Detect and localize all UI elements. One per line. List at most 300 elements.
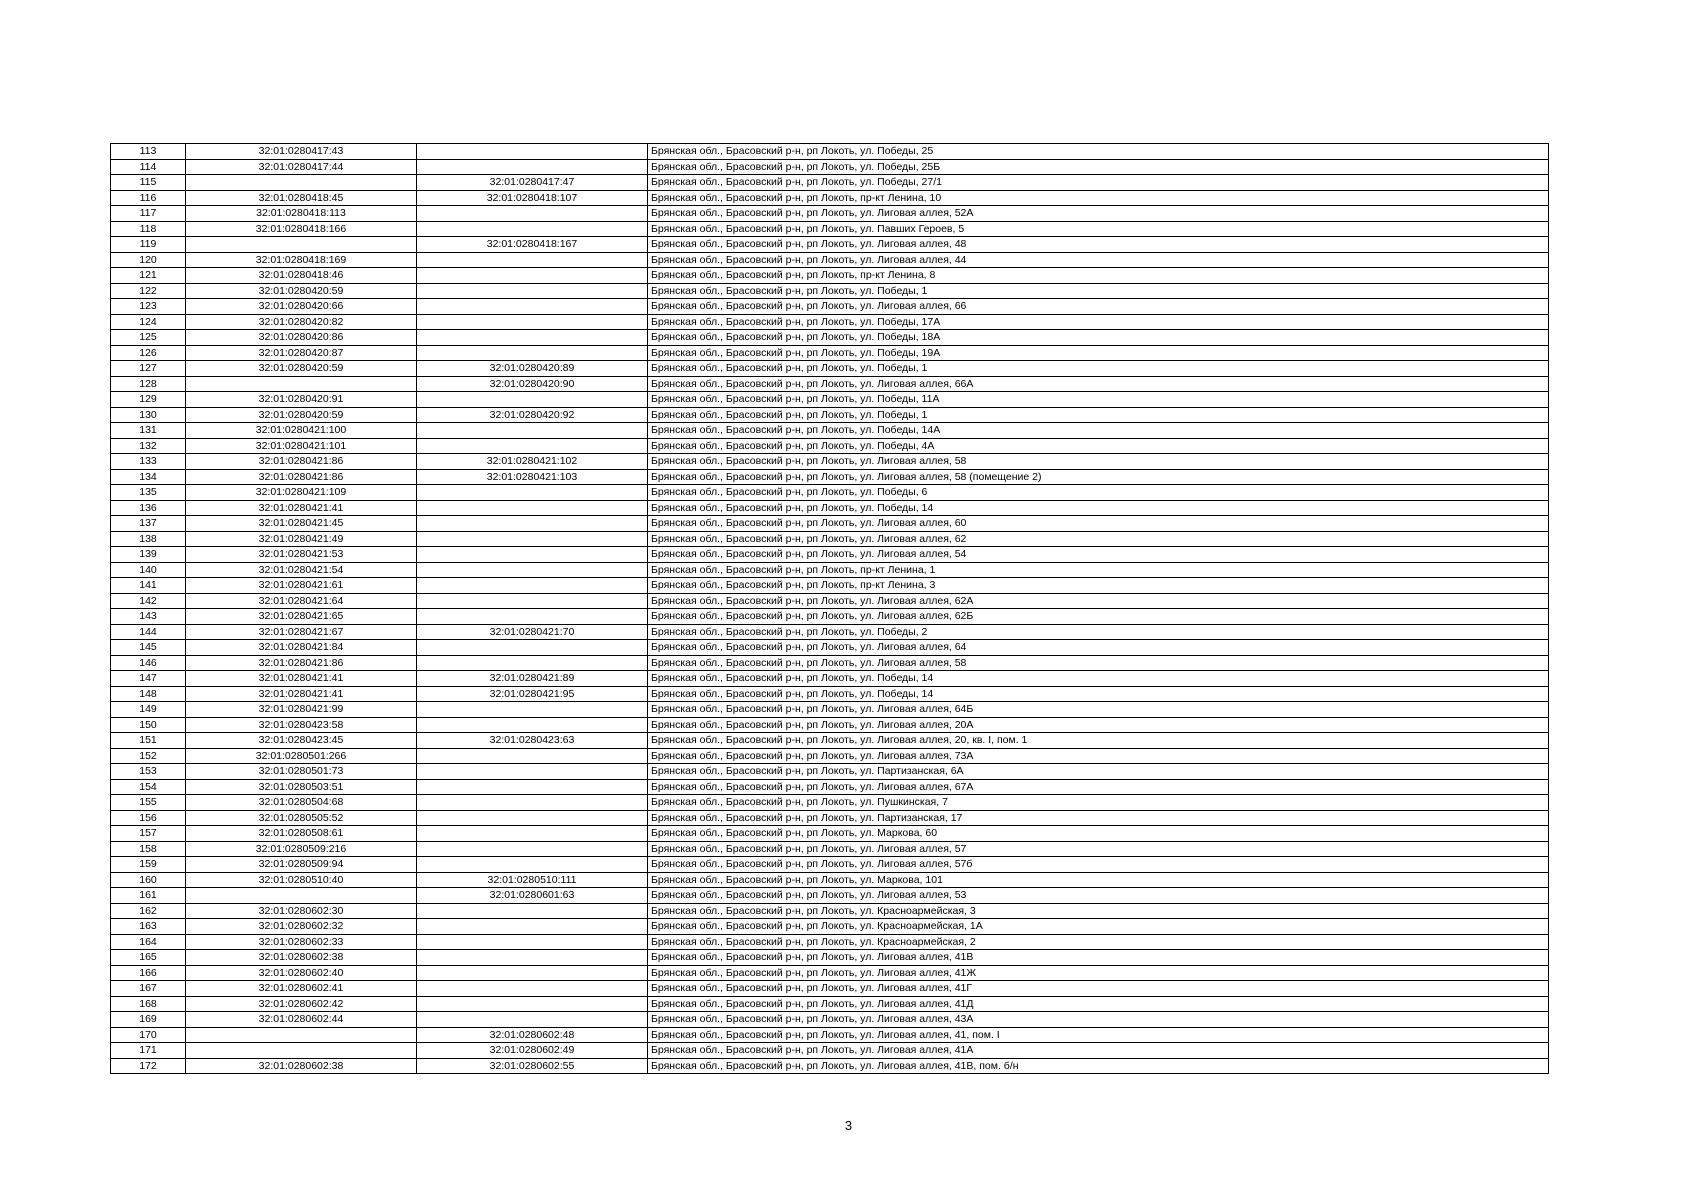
table-row [111,562,1549,578]
address-cell: Брянская обл., Брасовский р-н, рп Локоть, пр-кт Ленина, 3 [648,578,1549,594]
cadastral-number-cell: 32:01:0280420:87 [186,345,417,361]
table-row [111,1027,1549,1043]
row-number-cell: 134 [111,469,186,485]
address-cell: Брянская обл., Брасовский р-н, рп Локоть, ул. Победы, 18А [648,330,1549,346]
cadastral-number-cell: 32:01:0280423:45 [186,733,417,749]
address-cell: Брянская обл., Брасовский р-н, рп Локоть, ул. Победы, 25 [648,144,1549,160]
address-cell: Брянская обл., Брасовский р-н, рп Локоть, ул. Лиговая аллея, 57б [648,857,1549,873]
row-number-cell: 128 [111,376,186,392]
table-row [111,748,1549,764]
table-row [111,407,1549,423]
related-cadastral-number-cell: 32:01:0280421:102 [417,454,648,470]
cadastral-number-cell: 32:01:0280602:44 [186,1012,417,1028]
cadastral-number-cell: 32:01:0280421:109 [186,485,417,501]
cadastral-number-cell: 32:01:0280421:84 [186,640,417,656]
cadastral-number-cell [186,237,417,253]
row-number-cell: 163 [111,919,186,935]
row-number-cell: 142 [111,593,186,609]
address-cell: Брянская обл., Брасовский р-н, рп Локоть, ул. Лиговая аллея, 67А [648,779,1549,795]
cadastral-number-cell [186,1027,417,1043]
related-cadastral-number-cell: 32:01:0280417:47 [417,175,648,191]
related-cadastral-number-cell: 32:01:0280602:55 [417,1058,648,1074]
address-cell: Брянская обл., Брасовский р-н, рп Локоть, ул. Лиговая аллея, 64 [648,640,1549,656]
table-row [111,609,1549,625]
related-cadastral-number-cell [417,702,648,718]
related-cadastral-number-cell [417,764,648,780]
address-cell: Брянская обл., Брасовский р-н, рп Локоть, ул. Маркова, 60 [648,826,1549,842]
address-cell: Брянская обл., Брасовский р-н, рп Локоть, ул. Партизанская, 6А [648,764,1549,780]
table-row [111,423,1549,439]
cadastral-number-cell [186,888,417,904]
row-number-cell: 117 [111,206,186,222]
table-row [111,717,1549,733]
related-cadastral-number-cell [417,919,648,935]
row-number-cell: 118 [111,221,186,237]
address-cell: Брянская обл., Брасовский р-н, рп Локоть, ул. Победы, 25Б [648,159,1549,175]
row-number-cell: 132 [111,438,186,454]
related-cadastral-number-cell [417,423,648,439]
row-number-cell: 120 [111,252,186,268]
related-cadastral-number-cell [417,981,648,997]
table-row [111,934,1549,950]
related-cadastral-number-cell [417,252,648,268]
cadastral-number-cell: 32:01:0280421:65 [186,609,417,625]
table-row [111,903,1549,919]
row-number-cell: 166 [111,965,186,981]
row-number-cell: 127 [111,361,186,377]
table-row [111,237,1549,253]
table-row [111,888,1549,904]
table-row [111,841,1549,857]
table-row [111,392,1549,408]
table-row [111,531,1549,547]
address-cell: Брянская обл., Брасовский р-н, рп Локоть, ул. Победы, 1 [648,283,1549,299]
address-cell: Брянская обл., Брасовский р-н, рп Локоть, ул. Красноармейская, 2 [648,934,1549,950]
row-number-cell: 129 [111,392,186,408]
related-cadastral-number-cell [417,562,648,578]
row-number-cell: 159 [111,857,186,873]
address-cell: Брянская обл., Брасовский р-н, рп Локоть, ул. Лиговая аллея, 66А [648,376,1549,392]
cadastral-number-cell: 32:01:0280602:33 [186,934,417,950]
related-cadastral-number-cell: 32:01:0280420:89 [417,361,648,377]
cadastral-number-cell: 32:01:0280602:38 [186,1058,417,1074]
cadastral-number-cell: 32:01:0280602:30 [186,903,417,919]
row-number-cell: 139 [111,547,186,563]
related-cadastral-number-cell [417,144,648,160]
table-row [111,299,1549,315]
row-number-cell: 125 [111,330,186,346]
row-number-cell: 122 [111,283,186,299]
cadastral-number-cell: 32:01:0280501:73 [186,764,417,780]
cadastral-number-cell: 32:01:0280421:45 [186,516,417,532]
cadastral-number-cell [186,376,417,392]
address-cell: Брянская обл., Брасовский р-н, рп Локоть, пр-кт Ленина, 1 [648,562,1549,578]
related-cadastral-number-cell: 32:01:0280420:92 [417,407,648,423]
related-cadastral-number-cell [417,609,648,625]
related-cadastral-number-cell [417,965,648,981]
row-number-cell: 124 [111,314,186,330]
related-cadastral-number-cell: 32:01:0280421:95 [417,686,648,702]
cadastral-number-cell: 32:01:0280421:100 [186,423,417,439]
address-cell: Брянская обл., Брасовский р-н, рп Локоть, пр-кт Ленина, 10 [648,190,1549,206]
address-cell: Брянская обл., Брасовский р-н, рп Локоть, ул. Лиговая аллея, 41Д [648,996,1549,1012]
address-cell: Брянская обл., Брасовский р-н, рп Локоть, ул. Лиговая аллея, 60 [648,516,1549,532]
cadastral-number-cell: 32:01:0280503:51 [186,779,417,795]
address-cell: Брянская обл., Брасовский р-н, рп Локоть, ул. Победы, 4А [648,438,1549,454]
related-cadastral-number-cell [417,903,648,919]
row-number-cell: 133 [111,454,186,470]
cadastral-number-cell: 32:01:0280510:40 [186,872,417,888]
row-number-cell: 160 [111,872,186,888]
table-row [111,485,1549,501]
address-cell: Брянская обл., Брасовский р-н, рп Локоть, ул. Лиговая аллея, 62 [648,531,1549,547]
related-cadastral-number-cell [417,221,648,237]
table-row [111,593,1549,609]
table-row [111,314,1549,330]
cadastral-number-cell: 32:01:0280421:64 [186,593,417,609]
row-number-cell: 138 [111,531,186,547]
row-number-cell: 167 [111,981,186,997]
cadastral-number-cell: 32:01:0280509:216 [186,841,417,857]
table-row [111,624,1549,640]
cadastral-number-cell: 32:01:0280602:42 [186,996,417,1012]
table-row [111,1012,1549,1028]
row-number-cell: 171 [111,1043,186,1059]
cadastral-number-cell [186,175,417,191]
address-cell: Брянская обл., Брасовский р-н, рп Локоть, ул. Победы, 14 [648,686,1549,702]
address-cell: Брянская обл., Брасовский р-н, рп Локоть, ул. Победы, 19А [648,345,1549,361]
address-cell: Брянская обл., Брасовский р-н, рп Локоть, ул. Лиговая аллея, 41, пом. I [648,1027,1549,1043]
row-number-cell: 149 [111,702,186,718]
cadastral-number-cell: 32:01:0280602:41 [186,981,417,997]
table-row [111,221,1549,237]
row-number-cell: 158 [111,841,186,857]
table-row [111,872,1549,888]
address-cell: Брянская обл., Брасовский р-н, рп Локоть, ул. Победы, 14 [648,671,1549,687]
cadastral-number-cell: 32:01:0280421:67 [186,624,417,640]
row-number-cell: 146 [111,655,186,671]
row-number-cell: 141 [111,578,186,594]
row-number-cell: 144 [111,624,186,640]
table-row [111,702,1549,718]
related-cadastral-number-cell [417,640,648,656]
page-number: 3 [844,1118,853,1133]
cadastral-number-cell: 32:01:0280421:53 [186,547,417,563]
row-number-cell: 136 [111,500,186,516]
address-cell: Брянская обл., Брасовский р-н, рп Локоть, ул. Лиговая аллея, 66 [648,299,1549,315]
related-cadastral-number-cell [417,795,648,811]
address-cell: Брянская обл., Брасовский р-н, рп Локоть, ул. Лиговая аллея, 62Б [648,609,1549,625]
table-row [111,857,1549,873]
table-row [111,547,1549,563]
cadastral-number-cell: 32:01:0280418:169 [186,252,417,268]
row-number-cell: 119 [111,237,186,253]
table-row [111,361,1549,377]
table-row [111,965,1549,981]
row-number-cell: 157 [111,826,186,842]
table-row [111,190,1549,206]
related-cadastral-number-cell: 32:01:0280418:107 [417,190,648,206]
table-row [111,578,1549,594]
cadastral-number-cell: 32:01:0280602:32 [186,919,417,935]
row-number-cell: 145 [111,640,186,656]
row-number-cell: 135 [111,485,186,501]
related-cadastral-number-cell: 32:01:0280602:48 [417,1027,648,1043]
table-row [111,1043,1549,1059]
row-number-cell: 147 [111,671,186,687]
address-cell: Брянская обл., Брасовский р-н, рп Локоть, ул. Лиговая аллея, 20, кв. I, пом. 1 [648,733,1549,749]
table-row [111,516,1549,532]
related-cadastral-number-cell: 32:01:0280423:63 [417,733,648,749]
registry-table [110,143,1549,1074]
related-cadastral-number-cell [417,500,648,516]
cadastral-number-cell: 32:01:0280505:52 [186,810,417,826]
address-cell: Брянская обл., Брасовский р-н, рп Локоть, ул. Лиговая аллея, 44 [648,252,1549,268]
row-number-cell: 156 [111,810,186,826]
row-number-cell: 131 [111,423,186,439]
address-cell: Брянская обл., Брасовский р-н, рп Локоть, ул. Лиговая аллея, 41В, пом. б/н [648,1058,1549,1074]
address-cell: Брянская обл., Брасовский р-н, рп Локоть, ул. Лиговая аллея, 52А [648,206,1549,222]
row-number-cell: 155 [111,795,186,811]
row-number-cell: 126 [111,345,186,361]
related-cadastral-number-cell: 32:01:0280420:90 [417,376,648,392]
cadastral-number-cell: 32:01:0280509:94 [186,857,417,873]
related-cadastral-number-cell [417,438,648,454]
cadastral-number-cell: 32:01:0280420:59 [186,407,417,423]
table-row [111,252,1549,268]
related-cadastral-number-cell [417,1012,648,1028]
related-cadastral-number-cell [417,299,648,315]
table-row [111,500,1549,516]
address-cell: Брянская обл., Брасовский р-н, рп Локоть, ул. Павших Героев, 5 [648,221,1549,237]
address-cell: Брянская обл., Брасовский р-н, рп Локоть, ул. Лиговая аллея, 43А [648,1012,1549,1028]
row-number-cell: 121 [111,268,186,284]
row-number-cell: 114 [111,159,186,175]
cadastral-number-cell: 32:01:0280418:46 [186,268,417,284]
related-cadastral-number-cell [417,826,648,842]
row-number-cell: 154 [111,779,186,795]
address-cell: Брянская обл., Брасовский р-н, рп Локоть, ул. Лиговая аллея, 41Ж [648,965,1549,981]
table-row [111,268,1549,284]
address-cell: Брянская обл., Брасовский р-н, рп Локоть, ул. Лиговая аллея, 58 [648,655,1549,671]
table-row [111,764,1549,780]
table-row [111,330,1549,346]
related-cadastral-number-cell [417,593,648,609]
cadastral-number-cell: 32:01:0280421:61 [186,578,417,594]
row-number-cell: 137 [111,516,186,532]
row-number-cell: 150 [111,717,186,733]
related-cadastral-number-cell [417,841,648,857]
address-cell: Брянская обл., Брасовский р-н, рп Локоть, ул. Лиговая аллея, 64Б [648,702,1549,718]
related-cadastral-number-cell [417,268,648,284]
address-cell: Брянская обл., Брасовский р-н, рп Локоть, ул. Пушкинская, 7 [648,795,1549,811]
cadastral-number-cell: 32:01:0280418:166 [186,221,417,237]
cadastral-number-cell: 32:01:0280420:91 [186,392,417,408]
row-number-cell: 168 [111,996,186,1012]
cadastral-number-cell: 32:01:0280421:54 [186,562,417,578]
cadastral-number-cell: 32:01:0280420:82 [186,314,417,330]
address-cell: Брянская обл., Брасовский р-н, рп Локоть, ул. Маркова, 101 [648,872,1549,888]
row-number-cell: 151 [111,733,186,749]
related-cadastral-number-cell: 32:01:0280421:89 [417,671,648,687]
registry-table-body [111,144,1549,1074]
related-cadastral-number-cell: 32:01:0280421:70 [417,624,648,640]
cadastral-number-cell: 32:01:0280421:41 [186,686,417,702]
table-row [111,345,1549,361]
related-cadastral-number-cell [417,779,648,795]
table-row [111,655,1549,671]
address-cell: Брянская обл., Брасовский р-н, рп Локоть, ул. Лиговая аллея, 20А [648,717,1549,733]
row-number-cell: 116 [111,190,186,206]
address-cell: Брянская обл., Брасовский р-н, рп Локоть, ул. Лиговая аллея, 62А [648,593,1549,609]
address-cell: Брянская обл., Брасовский р-н, рп Локоть, ул. Победы, 14А [648,423,1549,439]
related-cadastral-number-cell [417,810,648,826]
related-cadastral-number-cell [417,996,648,1012]
cadastral-number-cell: 32:01:0280420:66 [186,299,417,315]
cadastral-number-cell: 32:01:0280418:113 [186,206,417,222]
table-row [111,376,1549,392]
address-cell: Брянская обл., Брасовский р-н, рп Локоть, ул. Лиговая аллея, 57 [648,841,1549,857]
address-cell: Брянская обл., Брасовский р-н, рп Локоть, ул. Лиговая аллея, 53 [648,888,1549,904]
address-cell: Брянская обл., Брасовский р-н, рп Локоть, ул. Победы, 1 [648,407,1549,423]
address-cell: Брянская обл., Брасовский р-н, рп Локоть, ул. Лиговая аллея, 58 [648,454,1549,470]
table-row [111,996,1549,1012]
address-cell: Брянская обл., Брасовский р-н, рп Локоть, ул. Лиговая аллея, 48 [648,237,1549,253]
address-cell: Брянская обл., Брасовский р-н, рп Локоть, ул. Победы, 17А [648,314,1549,330]
address-cell: Брянская обл., Брасовский р-н, рп Локоть, ул. Лиговая аллея, 41В [648,950,1549,966]
table-row [111,733,1549,749]
related-cadastral-number-cell [417,934,648,950]
related-cadastral-number-cell [417,159,648,175]
table-row [111,283,1549,299]
cadastral-number-cell: 32:01:0280417:44 [186,159,417,175]
related-cadastral-number-cell: 32:01:0280602:49 [417,1043,648,1059]
cadastral-number-cell: 32:01:0280501:266 [186,748,417,764]
table-row [111,981,1549,997]
table-row [111,950,1549,966]
related-cadastral-number-cell [417,950,648,966]
table-row [111,671,1549,687]
related-cadastral-number-cell [417,655,648,671]
related-cadastral-number-cell [417,531,648,547]
related-cadastral-number-cell [417,330,648,346]
cadastral-number-cell: 32:01:0280420:59 [186,283,417,299]
address-cell: Брянская обл., Брасовский р-н, рп Локоть, ул. Победы, 6 [648,485,1549,501]
row-number-cell: 143 [111,609,186,625]
cadastral-number-cell: 32:01:0280421:86 [186,454,417,470]
row-number-cell: 130 [111,407,186,423]
address-cell: Брянская обл., Брасовский р-н, рп Локоть, ул. Красноармейская, 3 [648,903,1549,919]
address-cell: Брянская обл., Брасовский р-н, рп Локоть, ул. Партизанская, 17 [648,810,1549,826]
table-row [111,640,1549,656]
row-number-cell: 113 [111,144,186,160]
row-number-cell: 140 [111,562,186,578]
related-cadastral-number-cell [417,748,648,764]
address-cell: Брянская обл., Брасовский р-н, рп Локоть, ул. Победы, 14 [648,500,1549,516]
address-cell: Брянская обл., Брасовский р-н, рп Локоть, ул. Красноармейская, 1А [648,919,1549,935]
row-number-cell: 172 [111,1058,186,1074]
cadastral-number-cell: 32:01:0280421:86 [186,655,417,671]
row-number-cell: 161 [111,888,186,904]
row-number-cell: 165 [111,950,186,966]
related-cadastral-number-cell [417,578,648,594]
related-cadastral-number-cell [417,206,648,222]
table-row [111,1058,1549,1074]
related-cadastral-number-cell [417,516,648,532]
cadastral-number-cell: 32:01:0280508:61 [186,826,417,842]
table-row [111,438,1549,454]
table-row [111,779,1549,795]
cadastral-number-cell: 32:01:0280418:45 [186,190,417,206]
cadastral-number-cell: 32:01:0280421:41 [186,500,417,516]
table-row [111,826,1549,842]
address-cell: Брянская обл., Брасовский р-н, рп Локоть, ул. Лиговая аллея, 58 (помещение 2) [648,469,1549,485]
table-row [111,469,1549,485]
address-cell: Брянская обл., Брасовский р-н, рп Локоть, ул. Лиговая аллея, 41А [648,1043,1549,1059]
row-number-cell: 162 [111,903,186,919]
cadastral-number-cell: 32:01:0280421:101 [186,438,417,454]
cadastral-number-cell: 32:01:0280504:68 [186,795,417,811]
cadastral-number-cell: 32:01:0280420:86 [186,330,417,346]
cadastral-number-cell: 32:01:0280421:41 [186,671,417,687]
related-cadastral-number-cell [417,857,648,873]
table-row [111,175,1549,191]
cadastral-number-cell: 32:01:0280421:49 [186,531,417,547]
row-number-cell: 148 [111,686,186,702]
related-cadastral-number-cell [417,547,648,563]
cadastral-number-cell: 32:01:0280602:38 [186,950,417,966]
cadastral-number-cell: 32:01:0280421:86 [186,469,417,485]
address-cell: Брянская обл., Брасовский р-н, рп Локоть, ул. Победы, 11А [648,392,1549,408]
row-number-cell: 153 [111,764,186,780]
table-row [111,159,1549,175]
cadastral-number-cell: 32:01:0280421:99 [186,702,417,718]
related-cadastral-number-cell: 32:01:0280421:103 [417,469,648,485]
related-cadastral-number-cell [417,392,648,408]
row-number-cell: 170 [111,1027,186,1043]
related-cadastral-number-cell [417,345,648,361]
related-cadastral-number-cell [417,717,648,733]
address-cell: Брянская обл., Брасовский р-н, рп Локоть, ул. Лиговая аллея, 41Г [648,981,1549,997]
cadastral-number-cell: 32:01:0280420:59 [186,361,417,377]
table-row [111,454,1549,470]
address-cell: Брянская обл., Брасовский р-н, рп Локоть, ул. Победы, 2 [648,624,1549,640]
row-number-cell: 169 [111,1012,186,1028]
row-number-cell: 115 [111,175,186,191]
table-row [111,686,1549,702]
address-cell: Брянская обл., Брасовский р-н, рп Локоть, ул. Победы, 27/1 [648,175,1549,191]
address-cell: Брянская обл., Брасовский р-н, рп Локоть, ул. Победы, 1 [648,361,1549,377]
row-number-cell: 164 [111,934,186,950]
table-row [111,144,1549,160]
row-number-cell: 152 [111,748,186,764]
address-cell: Брянская обл., Брасовский р-н, рп Локоть, ул. Лиговая аллея, 54 [648,547,1549,563]
related-cadastral-number-cell: 32:01:0280418:167 [417,237,648,253]
address-cell: Брянская обл., Брасовский р-н, рп Локоть, ул. Лиговая аллея, 73А [648,748,1549,764]
row-number-cell: 123 [111,299,186,315]
related-cadastral-number-cell [417,485,648,501]
related-cadastral-number-cell: 32:01:0280601:63 [417,888,648,904]
table-row [111,919,1549,935]
table-row [111,795,1549,811]
related-cadastral-number-cell [417,314,648,330]
cadastral-number-cell: 32:01:0280423:58 [186,717,417,733]
table-row [111,810,1549,826]
cadastral-number-cell: 32:01:0280417:43 [186,144,417,160]
cadastral-number-cell: 32:01:0280602:40 [186,965,417,981]
related-cadastral-number-cell: 32:01:0280510:111 [417,872,648,888]
related-cadastral-number-cell [417,283,648,299]
